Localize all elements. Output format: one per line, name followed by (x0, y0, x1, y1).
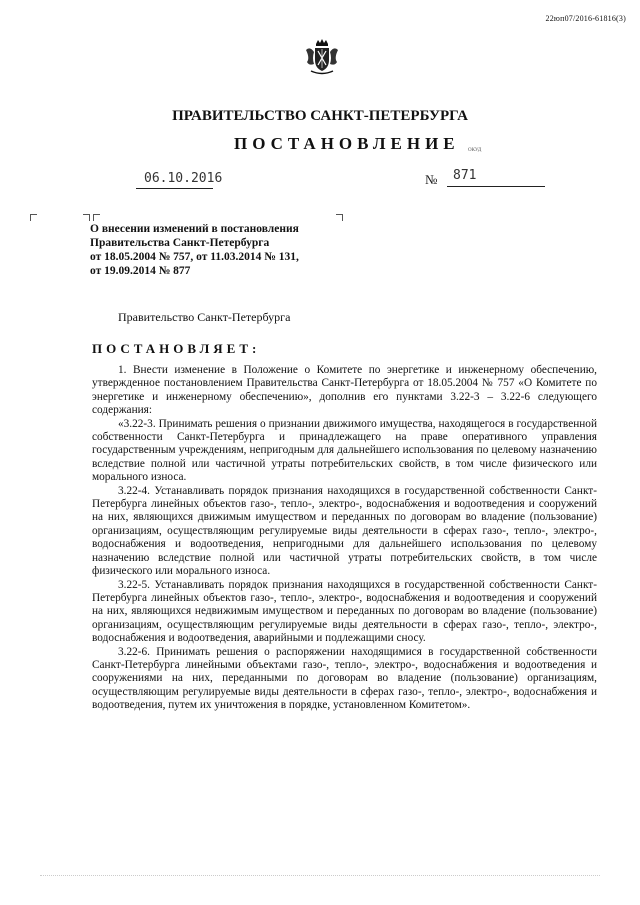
paragraph: 3.22-5. Устанавливать порядок признания находящихся в государственной собственности Санкт-Петербурга линейных объектов газо-, тепло-, электро-, водоснабжения и водоотведения и сооружений на них, являющихся недвижимым имуществом и переданных по договорам во владение (пользование) организациям, осуществляющим регулируемые виды деятельности в сферах газо-, тепло-, электро-, водоснабжения и водоотведения, аварийными и подлежащими сносу. (92, 578, 597, 645)
coat-of-arms-icon (302, 38, 342, 78)
subject-line: О внесении изменений в постановления (90, 223, 299, 235)
date-underline (136, 188, 213, 189)
issuer: Правительство Санкт-Петербурга (118, 310, 291, 324)
document-body (92, 364, 597, 713)
subject-bracket-right (336, 214, 343, 221)
organization-title: ПРАВИТЕЛЬСТВО САНКТ-ПЕТЕРБУРГА (172, 108, 468, 124)
subject-bracket-mark (83, 214, 90, 221)
document-number: 871 (453, 168, 477, 183)
subject-bracket-left (93, 214, 100, 221)
number-underline (447, 186, 545, 187)
subject-line: от 19.09.2014 № 877 (90, 265, 191, 277)
okud-label: ОКУД (468, 148, 482, 153)
margin-bracket (30, 214, 37, 221)
number-sign: № (425, 172, 438, 187)
paragraph: 3.22-6. Принимать решения о распоряжении находящимися в государственной собственности Санкт-Петербурга линейными объектами газо-, тепло-, электро-, водоснабжения и водоотведения и сооружениями на них, переданными по договорам во владение (пользование) организациям, осуществляющим регулируемые виды деятельности в сферах газо-, тепло-, электро-, водоснабжения и водоотведения, путем их уничтожения в порядке, установленном Комитетом». (92, 645, 597, 712)
paragraph: 1. Внести изменение в Положение о Комитете по энергетике и инженерному обеспечению, утвержденное постановлением Правительства Санкт-Петербурга от 18.05.2004 № 757 «О Комитете по энергетике и инженерному обеспечению», дополнив его пунктами 3.22-3 – 3.22-6 следующего содержания: (92, 364, 597, 417)
scan-artifact (40, 875, 600, 876)
paragraph: «3.22-3. Принимать решения о признании движимого имущества, находящегося в государственной собственности Санкт-Петербурга и принадлежащего на праве оперативного управления государственным учреждениям, непригодным для дальнейшего использования по целевому назначению вследствие полной или частичной утраты потребительских свойств, в том числе физического или морального износа. (92, 417, 597, 484)
document-type: ПОСТАНОВЛЕНИЕ (234, 134, 460, 153)
document-id: 22юп07/2016-61816(3) (545, 14, 626, 23)
document-date: 06.10.2016 (144, 171, 223, 186)
subject-line: от 18.05.2004 № 757, от 11.03.2014 № 131, (90, 251, 299, 263)
subject-line: Правительства Санкт-Петербурга (90, 237, 270, 249)
paragraph: 3.22-4. Устанавливать порядок признания находящихся в государственной собственности Санкт-Петербурга линейных объектов газо-, тепло-, электро-, водоснабжения и водоотведения и сооружений на них, являющихся движимым имуществом и переданных по договорам во владение (пользование) организациям, осуществляющим регулируемые виды деятельности в сферах газо-, тепло-, электро-, водоснабжения и водоотведения, непригодными для дальнейшего использования по целевому назначению вследствие полной или частичной утраты потребительских свойств, в том числе физического или морального износа. (92, 484, 597, 578)
decree-heading: ПОСТАНОВЛЯЕТ: (92, 341, 261, 356)
document-subject (90, 222, 360, 278)
